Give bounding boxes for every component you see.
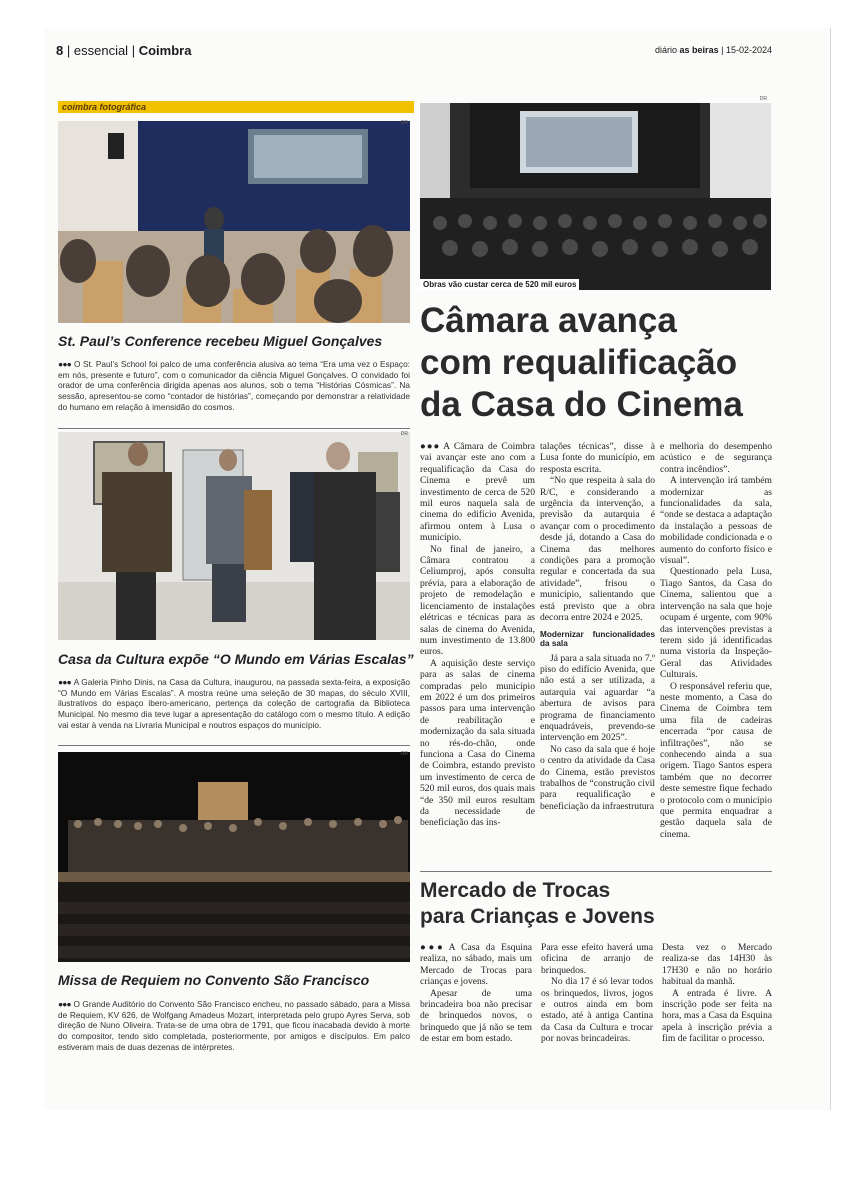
article-paragraph: No final de janeiro, a Câmara contratou a Celiumproj, após consulta prévia, para a elaboração de projeto de remodelação e licenciamento de instalações elétricas e técnicas para as salas de cinema do Avenida, num investimento de 13.800 euros. <box>420 543 535 658</box>
second-column-2 <box>541 942 653 1045</box>
article-paragraph: A aquisição deste serviço para as salas de cinema compradas pelo município em 2022 é um dos primeiros passos para uma intervenção de reabilitação e modernização da sala situada no rés-do-chão, onde funciona a Casa do Cinema de Coimbra, estando previsto um investimento de cerca de 520 mil euros, dos quais mais “de 350 mil euros resultam da necessidade de beneficiação das ins- <box>420 657 535 829</box>
photo-credit: DR <box>759 96 767 102</box>
article-paragraph: Apesar de uma brincadeira boa não precisar de brinquedos novos, o brinquedo que já não se tem de estar em bom estado. <box>420 987 532 1045</box>
brief-text <box>58 999 410 1053</box>
brief-body: O Grande Auditório do Convento São Francisco encheu, no passado sábado, para a Missa de Requiem, KV 626, de Wolfgang Amadeus Mozart, interpretada pelo grupo Ayres Serva, sob direção de Nuno Oliveira. Trata-se de uma obra de 1791, que ficou inacabada devido à morte do compositor, tendo sido completada, posteriormente, por amigos e discípulos. Em palco estiveram mais de duas dezenas de intérpretes. <box>58 999 410 1052</box>
second-column-1 <box>420 942 532 1045</box>
divider <box>420 871 772 872</box>
divider <box>58 428 410 429</box>
article-paragraph: A entrada é livre. A inscrição pode ser feita na hora, mas a Casa da Esquina apela à inscrição prévia a fim de facilitar o processo. <box>662 987 772 1045</box>
header-right <box>655 45 772 55</box>
city-name: Coimbra <box>138 43 192 58</box>
headline-line: para Crianças e Jovens <box>420 905 655 928</box>
issue-date: 15-02-2024 <box>725 45 772 55</box>
article-subhead: Modernizar funcionalidades da sala <box>540 629 655 648</box>
brief-title: St. Paul’s Conference recebeu Miguel Gonçalves <box>58 333 383 349</box>
paragraph-text: A Câmara de Coimbra vai avançar este ano com a requalificação da Casa do Cinema e prevê um investimento de cerca de 520 mil euros naquela sala de cinema do edifício Avenida, afirmou ontem à Lusa o município. <box>420 441 535 544</box>
article-paragraph: A intervenção irá também modernizar as funcionalidades da sala, “onde se destaca a adaptação da instalação a pessoas de mobilidade condicionada e o aumento do conforto físico e visual”. <box>660 475 772 567</box>
cinema-photo <box>420 96 771 290</box>
headline-line: da Casa do Cinema <box>420 385 743 424</box>
article-paragraph: O responsável referiu que, neste momento, a Casa do Cinema de Coimbra tem uma fila de cadeiras encerrada “por causa de infiltrações”, não se conhecendo ainda a sua origem. Tiago Santos espera também que no decorrer deste semestre fique fechado o protocolo com o município que permita enquadrar a gestão daquela sala de cinema. <box>660 680 772 840</box>
bullet-icon: ●●● <box>58 999 71 1009</box>
concert-photo <box>58 752 410 962</box>
second-headline <box>420 878 780 930</box>
brief-text <box>58 677 410 731</box>
section-name: essencial <box>73 43 129 58</box>
header-separator: | <box>721 45 724 55</box>
second-column-3 <box>662 942 772 1045</box>
brief-title: Casa da Cultura expõe “O Mundo em Várias Escalas” <box>58 651 414 667</box>
article-paragraph: talações técnicas”, disse à Lusa fonte do município, em resposta escrita. <box>540 441 655 475</box>
article-paragraph: No caso da sala que é hoje o centro da atividade da Casa do Cinema, estão previstos trabalhos de “construção civil para requalificação e beneficiação da infraestrutura <box>540 743 655 812</box>
exhibition-photo <box>58 432 410 640</box>
article-paragraph <box>420 942 532 988</box>
conference-photo <box>58 121 410 323</box>
article-column-3 <box>660 441 772 840</box>
article-column-1 <box>420 441 535 829</box>
paper-prefix: diário <box>655 45 678 55</box>
page-header <box>56 43 772 61</box>
divider <box>58 745 410 746</box>
bullet-icon: ●●● <box>420 441 441 452</box>
article-paragraph: Questionado pela Lusa, Tiago Santos, da Casa do Cinema, salientou que a intervenção na sala que hoje ocupam é urgente, com 90% das intervenções previstas a terem sido já identificadas numa vistoria da Inspeção-Geral das Atividades Culturais. <box>660 566 772 681</box>
bullet-icon: ●●● <box>420 942 446 953</box>
header-separator: | <box>66 43 71 58</box>
main-headline <box>420 300 780 426</box>
article-paragraph: Já para a sala situada no 7.º piso do edifício Avenida, que não está a ser utilizada, a autarquia vai aguardar “a abertura de avisos para programa de financiamento enquadráveis, prevendo-se intervenção em 2025”. <box>540 652 656 744</box>
brief-text <box>58 359 410 413</box>
article-paragraph: No dia 17 é só levar todos os brinquedos, livros, jogos e outros ainda em bom estado, até à antiga Cantina da Casa da Cultura e trocar por novas brincadeiras. <box>541 976 653 1045</box>
article-paragraph: e melhoria do desempenho acústico e de segurança contra incêndios”. <box>660 441 772 475</box>
photo-credit: DR <box>400 120 408 126</box>
photo-credit: DR <box>400 431 408 437</box>
bullet-icon: ●●● <box>58 359 71 369</box>
photo-caption: Obras vão custar cerca de 520 mil euros <box>420 279 579 290</box>
paragraph-text: A Casa da Esquina realiza, no sábado, mais um Mercado de Trocas para crianças e jovens. <box>420 942 532 988</box>
headline-line: Mercado de Trocas <box>420 879 611 902</box>
brief-title: Missa de Requiem no Convento São Francisco <box>58 972 370 988</box>
bullet-icon: ●●● <box>58 677 71 687</box>
headline-line: com requalificação <box>420 343 738 382</box>
header-separator: | <box>131 43 136 58</box>
photo-credit: DR <box>400 751 408 757</box>
article-column-2 <box>540 441 655 812</box>
article-paragraph: “No que respeita à sala do R/C, e considerando a urgência da intervenção, a previsão da autarquia é avançar com o procedimento desde já, dotando a Casa do Cinema das melhores condições para a promoção regular e concertada da sua atividade”, frisou o município, salientando que está previsto que a obra decorra entre 2024 e 2025. <box>540 475 655 624</box>
header-left <box>56 43 191 58</box>
article-paragraph: Para esse efeito haverá uma oficina de arranjo de brinquedos. <box>541 942 653 976</box>
brief-body: O St. Paul’s School foi palco de uma conferência alusiva ao tema “Era uma vez o Espaço: em nós, presente e futuro”, com o comunicador da ciência Miguel Gonçalves. O convidado foi orador de uma conferência dirigida apenas aos alunos, sob o tema “Histórias Cósmicas”. Na sessão, apresentou-se como “contador de histórias”, começando por demonstrar a relatividade do humano em relação à imensidão do cosmos. <box>58 359 410 412</box>
section-tag: coimbra fotográfica <box>58 101 414 113</box>
brief-body: A Galeria Pinho Dinis, na Casa da Cultura, inaugurou, na passada sexta-feira, a exposição “O Mundo em Várias Escalas”. A mostra reúne uma seleção de 30 mapas, do século XVIII, ilustrativos do espaço ibero-americano, pertença da coleção de cartografia da Biblioteca Municipal. No mesmo dia teve lugar a apresentação do catálogo com o mesmo título. A edição vai estar à venda na Livraria Municipal e noutros espaços do município. <box>58 677 410 730</box>
page-number: 8 <box>56 43 64 58</box>
paper-name: as beiras <box>679 45 719 55</box>
article-paragraph: Desta vez o Mercado realiza-se das 14H30 às 17H30 e não no horário habitual da manhã. <box>662 942 772 988</box>
headline-line: Câmara avança <box>420 301 677 340</box>
article-paragraph <box>420 441 535 544</box>
